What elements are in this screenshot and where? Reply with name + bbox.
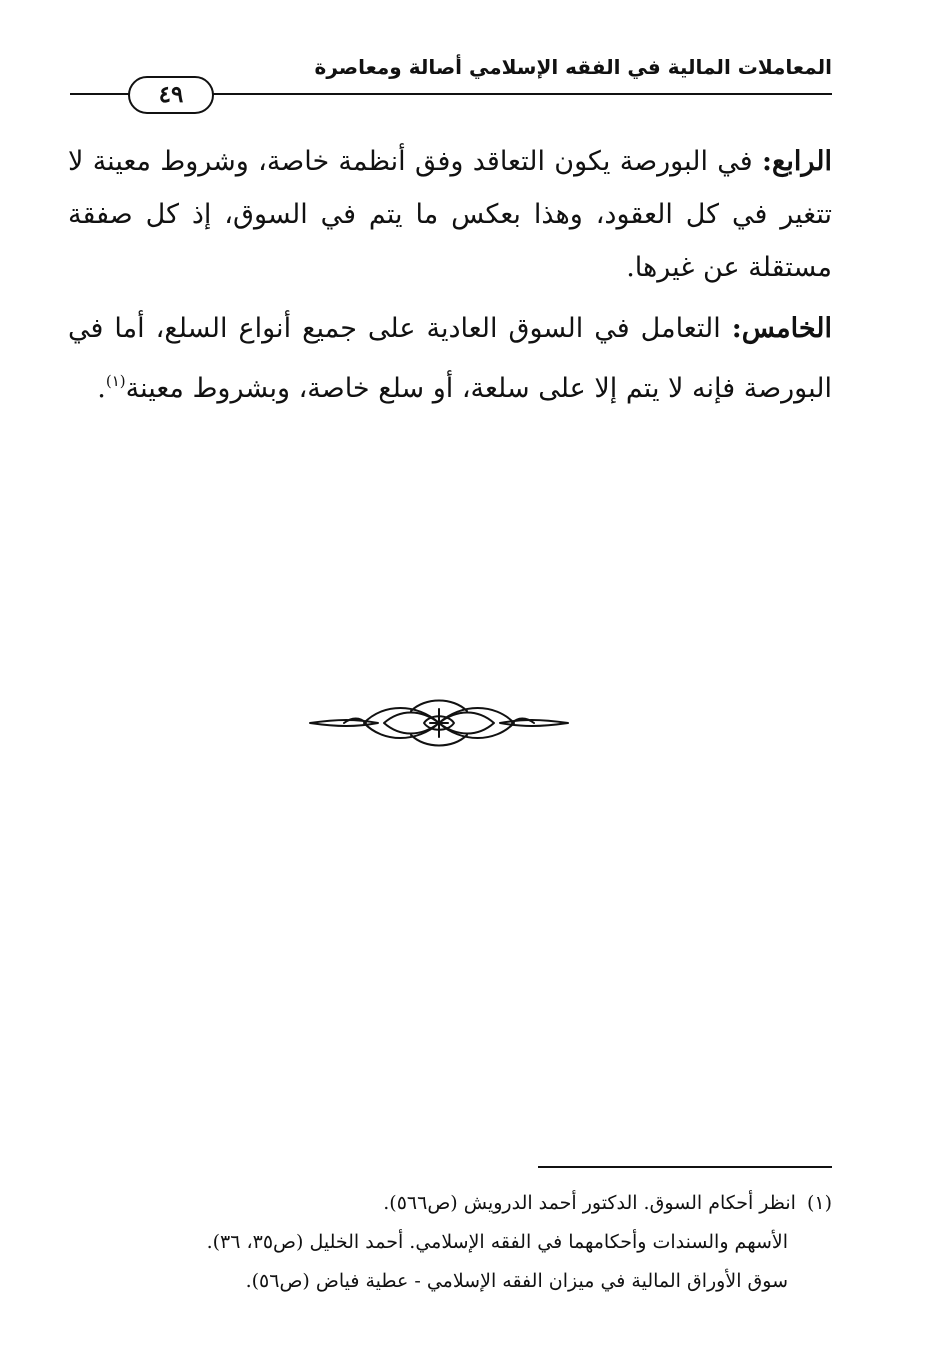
- paragraph-ending: .: [97, 373, 106, 404]
- footnotes-section: [152, 1184, 832, 1301]
- decorative-ornament-icon: [308, 697, 570, 749]
- paragraph-lead: الرابع:: [762, 146, 832, 177]
- footnote-reference: (١): [105, 372, 126, 390]
- paragraph-fourth: [68, 135, 832, 294]
- paragraph-fifth: [68, 302, 832, 415]
- footnote-text: انظر أحكام السوق. الدكتور أحمد الدرويش (ص٥٦٦).: [383, 1192, 796, 1214]
- running-header: المعاملات المالية في الفقه الإسلامي أصالة ومعاصرة: [314, 55, 832, 79]
- paragraph-body: التعامل في السوق العادية على جميع أنواع السلع، أما في البورصة فإنه لا يتم إلا على سلعة، أو سلع خاصة، وبشروط معينة: [68, 313, 832, 404]
- footnote-text: سوق الأوراق المالية في ميزان الفقه الإسلامي - عطية فياض (ص٥٦).: [245, 1270, 788, 1292]
- footnote-number: (١): [806, 1192, 832, 1214]
- paragraph-lead: الخامس:: [731, 313, 832, 344]
- footnote-divider: [538, 1166, 832, 1168]
- footnote-item: [152, 1262, 832, 1301]
- paragraph-body: في البورصة يكون التعاقد وفق أنظمة خاصة، وشروط معينة لا تتغير في كل العقود، وهذا بعكس ما يتم في السوق، إذ كل صفقة مستقلة عن غيرها.: [68, 146, 832, 283]
- footnote-text: الأسهم والسندات وأحكامهما في الفقه الإسلامي. أحمد الخليل (ص٣٥، ٣٦).: [206, 1231, 788, 1253]
- main-text-block: [68, 135, 832, 423]
- footnote-item: [152, 1223, 832, 1262]
- footnote-item: [152, 1184, 832, 1223]
- page-number-badge: ٤٩: [128, 76, 214, 114]
